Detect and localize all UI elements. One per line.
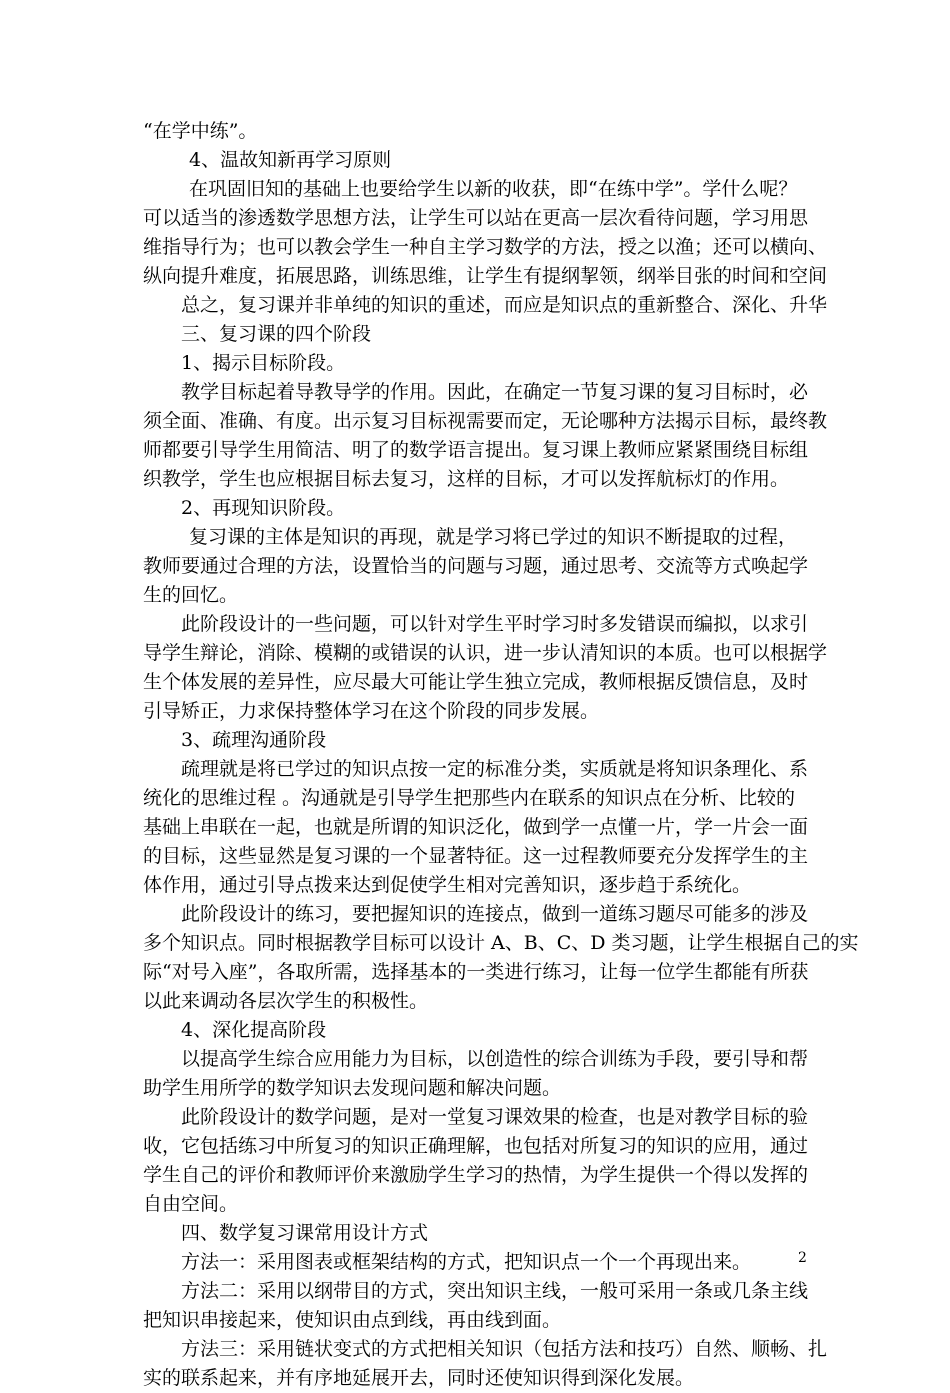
text-line: 2、再现知识阶段。: [181, 497, 346, 519]
text-line: 三、复习课的四个阶段: [181, 323, 372, 345]
text-line: 四、数学复习课常用设计方式: [181, 1222, 429, 1244]
text-line: 须全面、准确、有度。出示复习目标视需要而定，无论哪种方法揭示目标，最终教: [143, 410, 828, 432]
text-line: 体作用，通过引导点拨来达到促使学生相对完善知识，逐步趋于系统化。: [143, 874, 752, 896]
text-line: 疏理就是将已学过的知识点按一定的标准分类，实质就是将知识条理化、系: [181, 758, 809, 780]
text-line: 方法三：采用链状变式的方式把相关知识（包括方法和技巧）自然、顺畅、扎: [181, 1338, 828, 1360]
text-line: 复习课的主体是知识的再现，就是学习将已学过的知识不断提取的过程，: [189, 526, 798, 548]
text-line: 方法一：采用图表或框架结构的方式，把知识点一个一个再现出来。: [181, 1251, 752, 1273]
text-line: 维指导行为；也可以教会学生一种自主学习数学的方法，授之以渔；还可以横向、: [143, 236, 828, 258]
text-line: 自由空间。: [143, 1193, 239, 1215]
text-line: 纵向提升难度，拓展思路，训练思维，让学生有提纲挈领，纲举目张的时间和空间: [143, 265, 828, 287]
text-line: 教学目标起着导教导学的作用。因此，在确定一节复习课的复习目标时，必: [181, 381, 809, 403]
text-line: 学生自己的评价和教师评价来激励学生学习的热情，为学生提供一个得以发挥的: [143, 1164, 809, 1186]
text-line: 总之，复习课并非单纯的知识的重述，而应是知识点的重新整合、深化、升华: [181, 294, 828, 316]
text-line: 际“对号入座”，各取所需，选择基本的一类进行练习，让每一位学生都能有所获: [143, 961, 809, 983]
text-line: 收，它包括练习中所复习的知识正确理解，也包括对所复习的知识的应用，通过: [143, 1135, 809, 1157]
text-line: 教师要通过合理的方法，设置恰当的问题与习题，通过思考、交流等方式唤起学: [143, 555, 809, 577]
text-line: 在巩固旧知的基础上也要给学生以新的收获，即“在练中学”。学什么呢？: [189, 178, 798, 200]
text-line: 4、温故知新再学习原则: [189, 149, 392, 171]
text-line: 3、疏理沟通阶段: [181, 729, 327, 751]
text-line: 以此来调动各层次学生的积极性。: [143, 990, 429, 1012]
text-line: 的目标，这些显然是复习课的一个显著特征。这一过程教师要充分发挥学生的主: [143, 845, 809, 867]
text-line: 基础上串联在一起，也就是所谓的知识泛化，做到学一点懂一片，学一片会一面: [143, 816, 809, 838]
text-line: 生个体发展的差异性，应尽最大可能让学生独立完成，教师根据反馈信息，及时: [143, 671, 809, 693]
text-line: 引导矫正，力求保持整体学习在这个阶段的同步发展。: [143, 700, 600, 722]
text-line: 实的联系起来，并有序地延展开去，同时还使知识得到深化发展。: [143, 1367, 695, 1389]
text-line: 方法二：采用以纲带目的方式，突出知识主线，一般可采用一条或几条主线: [181, 1280, 809, 1302]
text-line: 统化的思维过程 。沟通就是引导学生把那些内在联系的知识点在分析、比较的: [143, 787, 796, 809]
text-line: 4、深化提高阶段: [181, 1019, 327, 1041]
text-line: 生的回忆。: [143, 584, 239, 606]
text-line: 多个知识点。同时根据教学目标可以设计 A、B、C、D 类习题，让学生根据自己的实: [143, 932, 859, 954]
text-line: 导学生辩论，消除、模糊的或错误的认识，进一步认清知识的本质。也可以根据学: [143, 642, 828, 664]
text-line: 以提高学生综合应用能力为目标，以创造性的综合训练为手段，要引导和帮: [181, 1048, 809, 1070]
text-line: 助学生用所学的数学知识去发现问题和解决问题。: [143, 1077, 562, 1099]
text-line: 此阶段设计的一些问题，可以针对学生平时学习时多发错误而编拟，以求引: [181, 613, 809, 635]
text-line: 师都要引导学生用简洁、明了的数学语言提出。复习课上教师应紧紧围绕目标组: [143, 439, 809, 461]
text-line: 可以适当的渗透数学思想方法，让学生可以站在更高一层次看待问题，学习用思: [143, 207, 809, 229]
text-line: 织教学，学生也应根据目标去复习，这样的目标，才可以发挥航标灯的作用。: [143, 468, 790, 490]
text-line: 此阶段设计的数学问题，是对一堂复习课效果的检查，也是对教学目标的验: [181, 1106, 809, 1128]
page-number: 2: [798, 1250, 807, 1266]
text-line: “在学中练”。: [143, 120, 258, 142]
text-line: 把知识串接起来，使知识由点到线，再由线到面。: [143, 1309, 562, 1331]
text-line: 此阶段设计的练习，要把握知识的连接点，做到一道练习题尽可能多的涉及: [181, 903, 809, 925]
document-body: [143, 117, 859, 1393]
text-line: 1、揭示目标阶段。: [181, 352, 346, 374]
